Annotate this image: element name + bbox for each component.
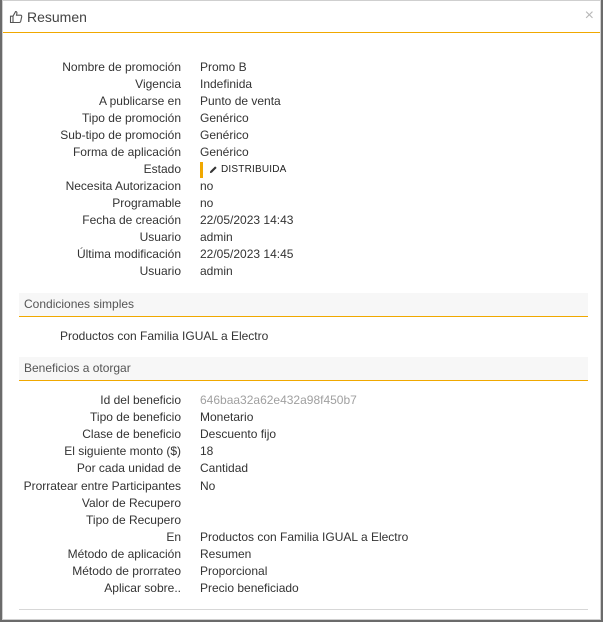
benefit-label: Método de aplicación — [67, 547, 181, 561]
benefit-label: Tipo de beneficio — [90, 410, 181, 424]
summary-value: admin — [200, 230, 233, 244]
status-text: DISTRIBUIDA — [221, 164, 287, 176]
status-badge — [200, 162, 287, 178]
divider — [19, 609, 588, 610]
summary-modal — [2, 0, 601, 620]
summary-label: Tipo de promoción — [82, 111, 181, 125]
benefit-row — [3, 460, 601, 477]
benefit-label: Valor de Recupero — [81, 496, 181, 510]
pencil-icon — [209, 165, 218, 174]
benefit-row — [3, 563, 601, 580]
summary-value: Promo B — [200, 60, 247, 74]
summary-label: Necesita Autorizacion — [65, 179, 181, 193]
benefit-value: 18 — [200, 444, 214, 458]
benefit-value: Cantidad — [200, 461, 249, 475]
summary-row — [3, 212, 601, 229]
summary-row — [3, 144, 601, 161]
summary-value: admin — [200, 264, 233, 278]
benefit-label: El siguiente monto ($) — [64, 444, 181, 458]
benefit-label: Prorratear entre Participantes — [23, 479, 181, 493]
summary-label: A publicarse en — [98, 94, 181, 108]
benefit-value: No — [200, 479, 216, 493]
summary-row — [3, 93, 601, 110]
thumbs-up-icon — [9, 10, 23, 24]
summary-row — [3, 229, 601, 246]
benefits-list — [3, 392, 601, 597]
summary-value: 22/05/2023 14:43 — [200, 213, 294, 227]
summary-row — [3, 76, 601, 93]
benefit-label: Id del beneficio — [100, 393, 181, 407]
summary-label: Vigencia — [135, 77, 181, 91]
benefit-row — [3, 580, 601, 597]
status-value — [200, 161, 287, 178]
summary-row — [3, 246, 601, 263]
benefit-row — [3, 443, 601, 460]
summary-label: Usuario — [139, 230, 181, 244]
benefit-row — [3, 512, 601, 529]
benefit-label: Aplicar sobre.. — [104, 581, 181, 595]
summary-label: Nombre de promoción — [62, 60, 181, 74]
summary-value: Punto de venta — [200, 94, 281, 108]
summary-value: no — [200, 196, 214, 210]
summary-row — [3, 127, 601, 144]
benefit-value: Descuento fijo — [200, 427, 277, 441]
benefit-label: Clase de beneficio — [82, 427, 181, 441]
benefit-value: Proporcional — [200, 564, 268, 578]
summary-label: Estado — [143, 162, 181, 176]
benefit-row — [3, 529, 601, 546]
benefit-label: Método de prorrateo — [72, 564, 181, 578]
summary-label: Forma de aplicación — [72, 145, 181, 159]
summary-row — [3, 195, 601, 212]
benefits-section-header: Beneficios a otorgar — [19, 357, 588, 381]
summary-value: Genérico — [200, 128, 249, 142]
summary-label: Programable — [112, 196, 181, 210]
summary-value: Genérico — [200, 145, 249, 159]
benefit-label: En — [166, 530, 181, 544]
benefit-row — [3, 409, 601, 426]
summary-value: Genérico — [200, 111, 249, 125]
benefit-row — [3, 546, 601, 563]
summary-row — [3, 263, 601, 280]
benefit-row — [3, 426, 601, 443]
summary-label: Fecha de creación — [82, 213, 181, 227]
benefit-value: Resumen — [200, 547, 252, 561]
conditions-section-header: Condiciones simples — [19, 293, 588, 317]
modal-header — [3, 1, 600, 33]
summary-row — [3, 110, 601, 127]
benefit-row — [3, 392, 601, 409]
summary-list — [3, 59, 601, 280]
modal-title: Resumen — [27, 8, 87, 25]
benefit-label: Por cada unidad de — [76, 461, 181, 475]
benefit-row — [3, 477, 601, 495]
summary-row — [3, 59, 601, 76]
summary-value: 22/05/2023 14:45 — [200, 247, 294, 261]
summary-label: Última modificación — [76, 247, 181, 261]
summary-label: Sub-tipo de promoción — [60, 128, 181, 142]
summary-row — [3, 178, 601, 195]
benefit-row — [3, 495, 601, 512]
benefit-value: Productos con Familia IGUAL a Electro — [200, 530, 409, 544]
summary-value: Indefinida — [200, 77, 253, 91]
summary-label: Usuario — [139, 264, 181, 278]
benefit-value: Monetario — [200, 410, 254, 424]
benefit-value: Precio beneficiado — [200, 581, 299, 595]
close-icon[interactable]: × — [584, 7, 594, 24]
condition-item: Productos con Familia IGUAL a Electro — [60, 329, 269, 343]
summary-row — [3, 161, 601, 178]
benefit-label: Tipo de Recupero — [86, 513, 181, 527]
benefit-id-value: 646baa32a62e432a98f450b7 — [200, 393, 357, 407]
summary-value: no — [200, 179, 214, 193]
